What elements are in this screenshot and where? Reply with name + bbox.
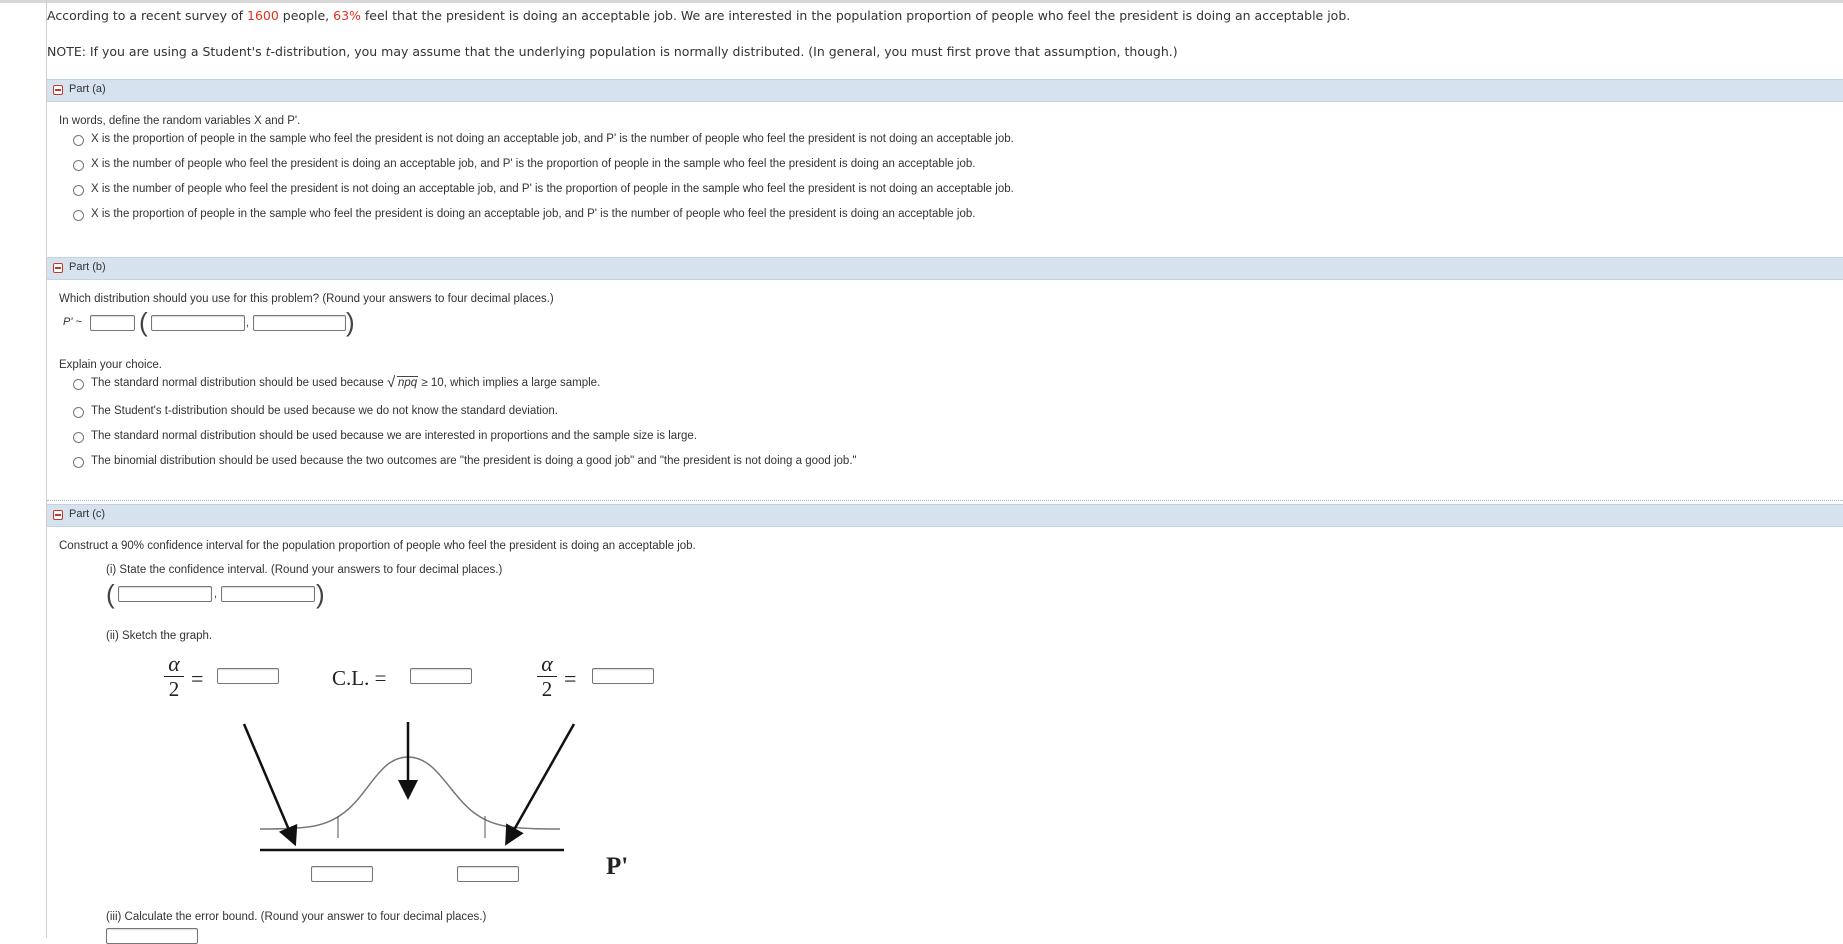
part-a-option-3[interactable]: X is the number of people who feel the president is not doing an acceptable job, and P' is the proportion of people in the sample who feel the president is not doing an acceptable job. bbox=[91, 183, 1014, 195]
part-a-option-4[interactable]: X is the proportion of people in the sample who feel the president is doing an acceptable job, and P' is the number of people who feel the president is doing an acceptable job. bbox=[91, 208, 976, 220]
normal-curve-sketch bbox=[230, 712, 590, 862]
part-c-question: Construct a 90% confidence interval for the population proportion of people who feel the president is doing an acceptable job. bbox=[59, 540, 696, 552]
ci-open-paren: ( bbox=[106, 579, 115, 609]
top-border bbox=[0, 0, 1843, 3]
two-symbol: 2 bbox=[168, 677, 180, 701]
part-b-radio-1[interactable] bbox=[73, 379, 84, 390]
part-b-option-2[interactable]: The Student's t-distribution should be used because we do not know the standard deviation. bbox=[91, 405, 558, 417]
alpha-over-2-right bbox=[537, 653, 557, 700]
part-a-option-1[interactable]: X is the proportion of people in the sample who feel the president is not doing an acceptable job, and P' is the number of people who feel the president is not doing an acceptable job. bbox=[91, 133, 1014, 145]
part-a-radio-2[interactable] bbox=[73, 160, 84, 171]
distribution-param1-input[interactable] bbox=[151, 315, 245, 331]
ci-upper-input[interactable] bbox=[221, 586, 315, 602]
note-part: -distribution, you may assume that the underlying population is normally distributed. (In general, you must first prove that assumption, though.) bbox=[270, 44, 1178, 59]
intro-text: people, bbox=[278, 8, 334, 23]
part-c-header[interactable] bbox=[47, 504, 1843, 527]
part-a-title: Part (a) bbox=[69, 83, 106, 95]
part-a-option-2[interactable]: X is the number of people who feel the president is doing an acceptable job, and P' is the proportion of people in the sample who feel the president is doing an acceptable job. bbox=[91, 158, 976, 170]
right-tail-arrow bbox=[510, 724, 574, 837]
part-a-question: In words, define the random variables X and P'. bbox=[59, 115, 301, 127]
part-b-option-3[interactable]: The standard normal distribution should be used because we are interested in proportions and the sample size is large. bbox=[91, 430, 698, 442]
alpha-left-input[interactable] bbox=[217, 668, 279, 684]
part-b-header[interactable] bbox=[47, 257, 1843, 280]
part-b-radio-2[interactable] bbox=[73, 407, 84, 418]
option-text: The standard normal distribution should be used because bbox=[91, 377, 387, 389]
ci-close-paren: ) bbox=[316, 579, 325, 609]
distribution-param2-input[interactable] bbox=[253, 315, 346, 331]
part-b-radio-3[interactable] bbox=[73, 432, 84, 443]
alpha-right-input[interactable] bbox=[592, 668, 654, 684]
part-a-header[interactable] bbox=[47, 79, 1843, 102]
bell-curve bbox=[260, 757, 560, 829]
note-part: NOTE: If you are using a Student's bbox=[47, 44, 266, 59]
sample-size-value: 1600 bbox=[247, 8, 279, 23]
p-prime-label: P' bbox=[606, 853, 629, 880]
part-c-title: Part (c) bbox=[69, 508, 106, 520]
sqrt-npq: √ npq bbox=[387, 374, 418, 391]
equals-sign: = bbox=[564, 666, 577, 691]
part-b-option-1[interactable] bbox=[91, 374, 601, 391]
part-c-iii-label: (iii) Calculate the error bound. (Round your answer to four decimal places.) bbox=[106, 911, 487, 923]
comma-separator: , bbox=[214, 588, 218, 600]
intro-text: According to a recent survey of bbox=[47, 8, 248, 23]
part-a-radio-3[interactable] bbox=[73, 185, 84, 196]
comma-separator: , bbox=[246, 317, 250, 329]
option-text: ≥ 10, which implies a large sample. bbox=[418, 377, 601, 389]
error-bound-input[interactable] bbox=[106, 928, 198, 944]
two-symbol: 2 bbox=[541, 677, 553, 701]
distribution-label: P' ~ bbox=[63, 316, 82, 328]
intro-text: feel that the president is doing an acceptable job. We are interested in the population proportion of people who feel the president is doing an acceptable job. bbox=[360, 8, 1351, 23]
part-c-i-label: (i) State the confidence interval. (Round your answers to four decimal places.) bbox=[106, 564, 503, 576]
close-paren: ) bbox=[346, 307, 355, 337]
left-rule bbox=[46, 0, 47, 938]
part-b-title: Part (b) bbox=[69, 261, 106, 273]
collapse-icon[interactable] bbox=[53, 510, 63, 520]
alpha-symbol: α bbox=[168, 651, 180, 676]
ci-lower-input[interactable] bbox=[118, 586, 212, 602]
problem-statement bbox=[47, 8, 1350, 23]
explain-choice-label: Explain your choice. bbox=[59, 359, 162, 371]
note-t: t bbox=[265, 44, 271, 59]
note-text bbox=[47, 44, 1178, 59]
alpha-over-2-left bbox=[164, 653, 184, 700]
part-b-option-4[interactable]: The binomial distribution should be used because the two outcomes are "the president is doing a good job" and "the president is not doing a good job." bbox=[91, 455, 857, 467]
part-b-question: Which distribution should you use for this problem? (Round your answers to four decimal places.) bbox=[59, 293, 554, 305]
collapse-icon[interactable] bbox=[53, 263, 63, 273]
part-a-radio-1[interactable] bbox=[73, 135, 84, 146]
distribution-type-input[interactable] bbox=[90, 315, 135, 331]
section-divider bbox=[47, 500, 1843, 501]
left-tail-arrow bbox=[244, 724, 292, 837]
part-c-ii-label: (ii) Sketch the graph. bbox=[106, 630, 213, 642]
open-paren: ( bbox=[139, 307, 148, 337]
percent-value: 63% bbox=[333, 8, 361, 23]
collapse-icon[interactable] bbox=[53, 85, 63, 95]
cl-input[interactable] bbox=[410, 668, 472, 684]
cl-label: C.L. = bbox=[332, 666, 387, 690]
upper-bound-graph-input[interactable] bbox=[457, 866, 519, 882]
equals-sign: = bbox=[191, 666, 204, 691]
part-b-radio-4[interactable] bbox=[73, 457, 84, 468]
alpha-symbol: α bbox=[541, 651, 553, 676]
radicand: npq bbox=[398, 377, 418, 389]
part-a-radio-4[interactable] bbox=[73, 210, 84, 221]
lower-bound-graph-input[interactable] bbox=[311, 866, 373, 882]
